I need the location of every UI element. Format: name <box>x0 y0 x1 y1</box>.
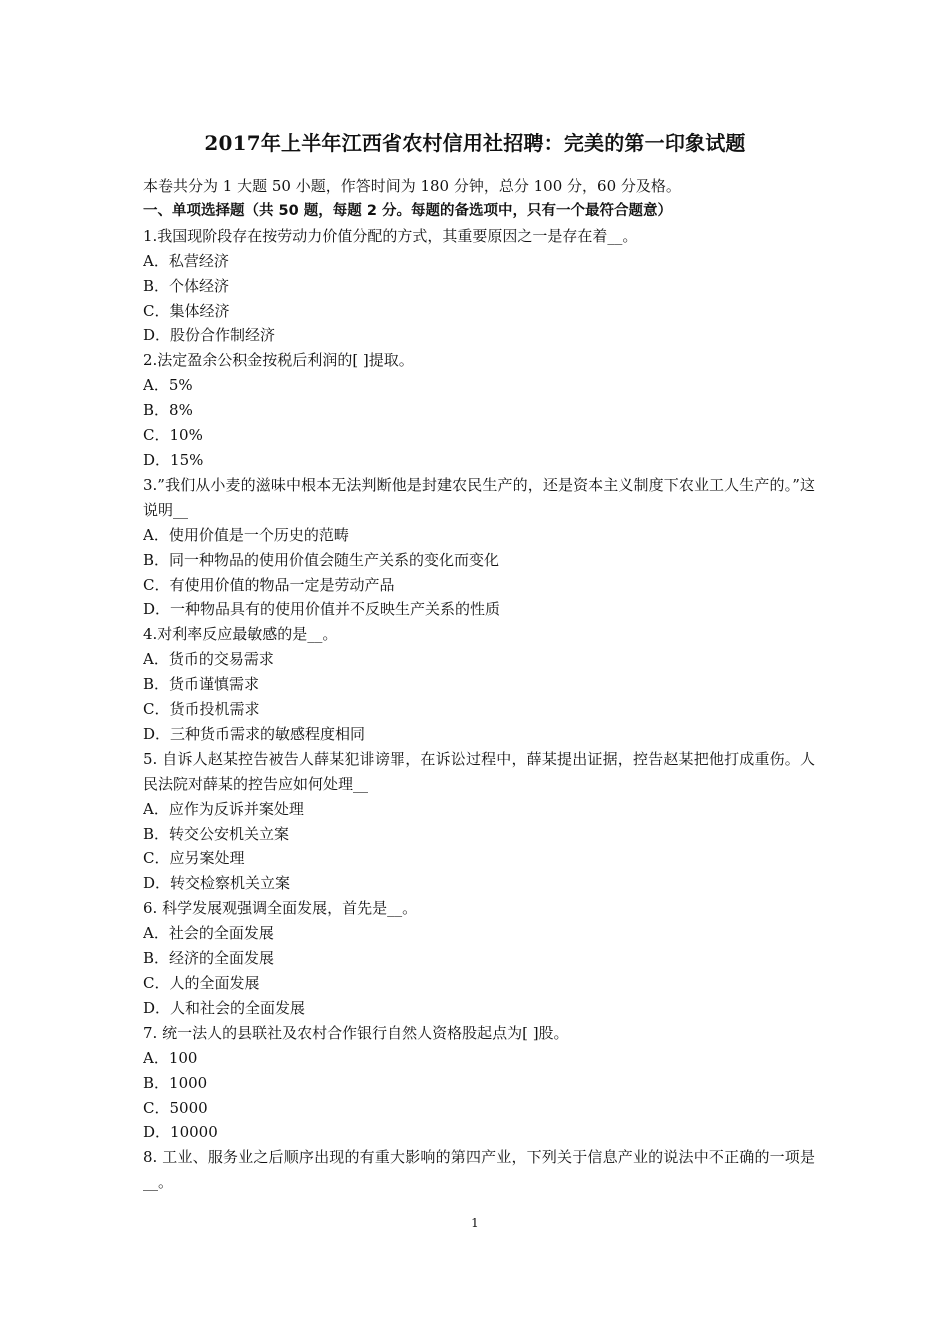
question-block <box>143 348 815 473</box>
answer-option: A．5% <box>143 376 193 395</box>
question-stem: 7. 统一法人的县联社及农村合作银行自然人资格股起点为[ ]股。 <box>143 1023 569 1042</box>
question-stem: 2.法定盈余公积金按税后利润的[ ]提取。 <box>143 351 414 370</box>
question-block <box>143 747 815 896</box>
answer-option: D．人和社会的全面发展 <box>143 998 306 1017</box>
answer-option: B．同一种物品的使用价值会随生产关系的变化而变化 <box>143 550 500 569</box>
answer-option: C．人的全面发展 <box>143 974 260 992</box>
answer-option: A．社会的全面发展 <box>143 924 274 943</box>
question-stem: 8. 工业、服务业之后顺序出现的有重大影响的第四产业，下列关于信息产业的说法中不正确的一项是__。 <box>143 1148 815 1192</box>
question-block <box>143 1021 815 1146</box>
answer-option: D．一种物品具有的使用价值并不反映生产关系的性质 <box>143 600 501 619</box>
question-block <box>143 224 815 349</box>
answer-option: B．货币谨慎需求 <box>143 675 260 694</box>
answer-option: B．个体经济 <box>143 276 230 295</box>
answer-option: D．三种货币需求的敏感程度相同 <box>143 724 366 743</box>
answer-option: B．经济的全面发展 <box>143 949 275 968</box>
answer-option: C．应另案处理 <box>143 849 245 868</box>
answer-option: C．集体经济 <box>143 301 230 320</box>
section-heading: 一、单项选择题（共 50 题，每题 2 分。每题的备选项中，只有一个最符合题意） <box>143 202 672 219</box>
answer-option: C．5000 <box>143 1098 208 1117</box>
answer-option: B．1000 <box>143 1073 208 1092</box>
answer-option: A．使用价值是一个历史的范畴 <box>143 525 349 544</box>
document-body <box>143 174 815 1195</box>
answer-option: D．10000 <box>143 1123 218 1142</box>
answer-option: C．有使用价值的物品一定是劳动产品 <box>143 575 395 594</box>
answer-option: B．8% <box>143 401 193 420</box>
question-stem: 5. 自诉人赵某控告被告人薛某犯诽谤罪，在诉讼过程中，薛某提出证据，控告赵某把他打成重伤。人民法院对薛某的控告应如何处理__ <box>143 749 815 793</box>
answer-option: D．转交检察机关立案 <box>143 874 291 893</box>
page-number: 1 <box>471 1216 479 1230</box>
answer-option: C．货币投机需求 <box>143 700 260 719</box>
question-stem: 4.对利率反应最敏感的是__。 <box>143 625 338 644</box>
document-title: 2017年上半年江西省农村信用社招聘：完美的第一印象试题 <box>204 131 746 155</box>
answer-option: C．10% <box>143 426 203 445</box>
question-block <box>143 622 815 747</box>
answer-option: A．私营经济 <box>143 251 229 270</box>
question-stem: 1.我国现阶段存在按劳动力价值分配的方式，其重要原因之一是存在着__。 <box>143 226 638 245</box>
question-stem: 6. 科学发展观强调全面发展，首先是__。 <box>143 899 418 918</box>
answer-option: A．应作为反诉并案处理 <box>143 799 304 818</box>
question-block <box>143 1145 815 1195</box>
answer-option: A．货币的交易需求 <box>143 650 274 669</box>
exam-intro: 本卷共分为 1 大题 50 小题，作答时间为 180 分钟，总分 100 分，60 分及格。 <box>143 177 681 195</box>
question-block <box>143 896 815 1021</box>
question-block <box>143 473 815 622</box>
answer-option: D．15% <box>143 450 204 469</box>
question-stem: 3.”我们从小麦的滋味中根本无法判断他是封建农民生产的，还是资本主义制度下农业工人生产的。”这说明__ <box>143 475 815 519</box>
answer-option: A．100 <box>143 1048 198 1067</box>
answer-option: B．转交公安机关立案 <box>143 824 290 843</box>
answer-option: D．股份合作制经济 <box>143 326 276 345</box>
